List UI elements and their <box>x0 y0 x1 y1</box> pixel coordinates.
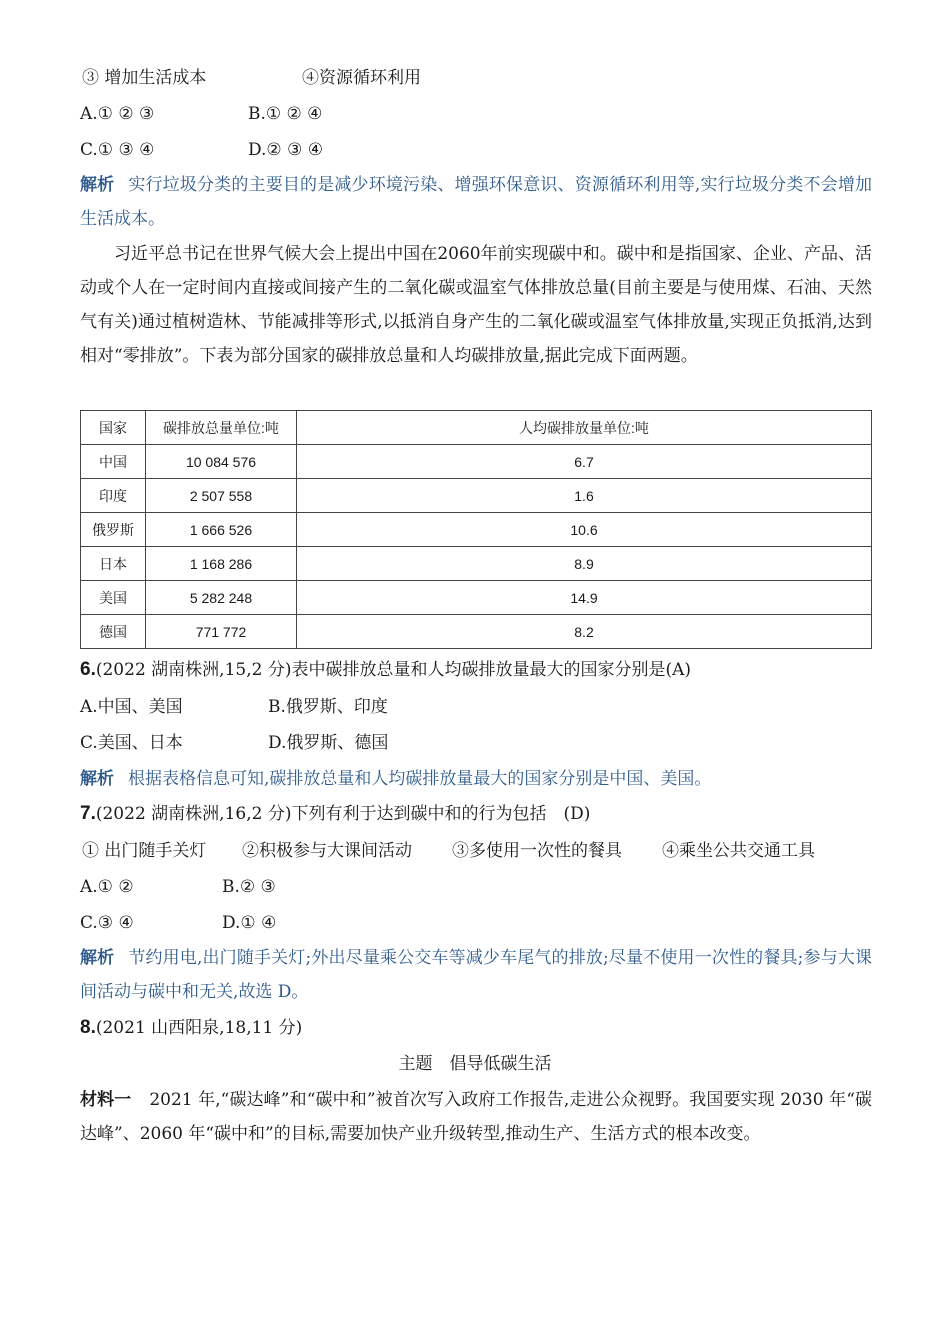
q5-analysis-text: 实行垃圾分类的主要目的是减少环境污染、增强环保意识、资源循环利用等,实行垃圾分类不会增加生活成本。 <box>80 175 873 229</box>
passage-text: 习近平总书记在世界气候大会上提出中国在2060年前实现碳中和。碳中和是指国家、企业、产品、活动或个人在一定时间内直接或间接产生的二氧化碳或温室气体排放总量(目前主要是与使用煤、石油、天然气有关)通过植树造林、节能减排等形式,以抵消自身产生的二氧化碳或温室气体排放量,实现正负抵消,达到相对“零排放”。下表为部分国家的碳排放总量和人均碳排放量,据此完成下面两题。 <box>80 244 872 366</box>
table-cell: 美国 <box>81 581 146 615</box>
q8-material <box>80 1083 872 1151</box>
table-cell: 1.6 <box>297 479 872 513</box>
table-row <box>81 513 872 547</box>
table-cell: 1 666 526 <box>146 513 297 547</box>
table-header: 国家 <box>81 411 146 445</box>
q6-analysis <box>80 769 711 789</box>
q6-choice-d[interactable]: D.俄罗斯、德国 <box>268 733 389 753</box>
q7-stem-text: (2022 湖南株洲,16,2 分)下列有利于达到碳中和的行为包括 (D) <box>95 804 591 824</box>
table-cell: 2 507 558 <box>146 479 297 513</box>
q7-options-line <box>82 841 815 861</box>
q7-analysis-text: 节约用电,出门随手关灯;外出尽量乘公交车等减少车尾气的排放;尽量不使用一次性的餐具;参与大课间活动与碳中和无关,故选 D。 <box>80 948 873 1002</box>
q8-stem <box>80 1018 302 1038</box>
table-cell: 印度 <box>81 479 146 513</box>
table-cell: 8.9 <box>297 547 872 581</box>
table-cell: 10 084 576 <box>146 445 297 479</box>
q7-option-4: ④乘坐公共交通工具 <box>662 841 815 861</box>
q7-choice-b[interactable]: B.② ③ <box>222 877 276 897</box>
q8-stem-text: (2021 山西阳泉,18,11 分) <box>95 1018 303 1038</box>
table-header: 碳排放总量单位:吨 <box>146 411 297 445</box>
table-cell: 1 168 286 <box>146 547 297 581</box>
table-cell: 8.2 <box>297 615 872 649</box>
q5-analysis <box>80 168 872 236</box>
q5-option-3: ③ 增加生活成本 <box>82 68 207 88</box>
q7-stem <box>80 804 590 824</box>
q7-number: 7. <box>80 803 96 824</box>
q7-choice-c[interactable]: C.③ ④ <box>80 913 134 933</box>
q8-theme: 主题 倡导低碳生活 <box>398 1054 552 1074</box>
q6-choices-row-1 <box>80 697 388 717</box>
analysis-label: 解析 <box>80 175 115 195</box>
q5-choices-row-1 <box>80 104 322 124</box>
q7-option-3: ③多使用一次性的餐具 <box>452 841 622 861</box>
table-cell: 10.6 <box>297 513 872 547</box>
material-label: 材料一 <box>80 1090 132 1110</box>
q7-option-1: ① 出门随手关灯 <box>82 841 207 861</box>
q5-options-line <box>82 68 421 88</box>
table-cell: 771 772 <box>146 615 297 649</box>
q6-analysis-text: 根据表格信息可知,碳排放总量和人均碳排放量最大的国家分别是中国、美国。 <box>128 769 712 789</box>
table-row <box>81 581 872 615</box>
q5-choice-c[interactable]: C.① ③ ④ <box>80 140 155 160</box>
q6-choice-c[interactable]: C.美国、日本 <box>80 733 183 753</box>
q7-analysis <box>80 941 872 1009</box>
q6-choices-row-2 <box>80 733 388 753</box>
table-row <box>81 615 872 649</box>
q6-stem-text: (2022 湖南株洲,15,2 分)表中碳排放总量和人均碳排放量最大的国家分别是(A) <box>95 660 691 680</box>
q7-choice-d[interactable]: D.① ④ <box>222 913 277 933</box>
table-cell: 俄罗斯 <box>81 513 146 547</box>
q8-number: 8. <box>80 1017 96 1038</box>
q5-choices-row-2 <box>80 140 323 160</box>
q5-choice-a[interactable]: A.① ② ③ <box>80 104 155 124</box>
q7-choice-a[interactable]: A.① ② <box>80 877 134 897</box>
table-header: 人均碳排放量单位:吨 <box>297 411 872 445</box>
carbon-emission-table <box>80 410 872 649</box>
q5-choice-b[interactable]: B.① ② ④ <box>248 104 323 124</box>
table-cell: 日本 <box>81 547 146 581</box>
analysis-label: 解析 <box>80 769 114 789</box>
table-row <box>81 547 872 581</box>
q6-stem <box>80 660 691 680</box>
q7-choices-row-1 <box>80 877 276 897</box>
q6-choice-b[interactable]: B.俄罗斯、印度 <box>268 697 388 717</box>
table-row <box>81 479 872 513</box>
table-row <box>81 445 872 479</box>
q6-choice-a[interactable]: A.中国、美国 <box>80 697 183 717</box>
q6-number: 6. <box>80 659 96 680</box>
q7-choices-row-2 <box>80 913 276 933</box>
table-cell: 14.9 <box>297 581 872 615</box>
table-cell: 中国 <box>81 445 146 479</box>
q7-option-2: ②积极参与大课间活动 <box>242 841 412 861</box>
table-header-row <box>81 411 872 445</box>
passage <box>80 237 872 373</box>
table-cell: 6.7 <box>297 445 872 479</box>
q5-choice-d[interactable]: D.② ③ ④ <box>248 140 323 160</box>
table-cell: 德国 <box>81 615 146 649</box>
q8-material-text: 2021 年,“碳达峰”和“碳中和”被首次写入政府工作报告,走进公众视野。我国要实现 2030 年“碳达峰”、2060 年“碳中和”的目标,需要加快产业升级转型,推动生产、生活方式的根本改变。 <box>80 1090 873 1144</box>
analysis-label: 解析 <box>80 948 115 968</box>
q5-option-4: ④资源循环利用 <box>302 68 421 88</box>
table-cell: 5 282 248 <box>146 581 297 615</box>
